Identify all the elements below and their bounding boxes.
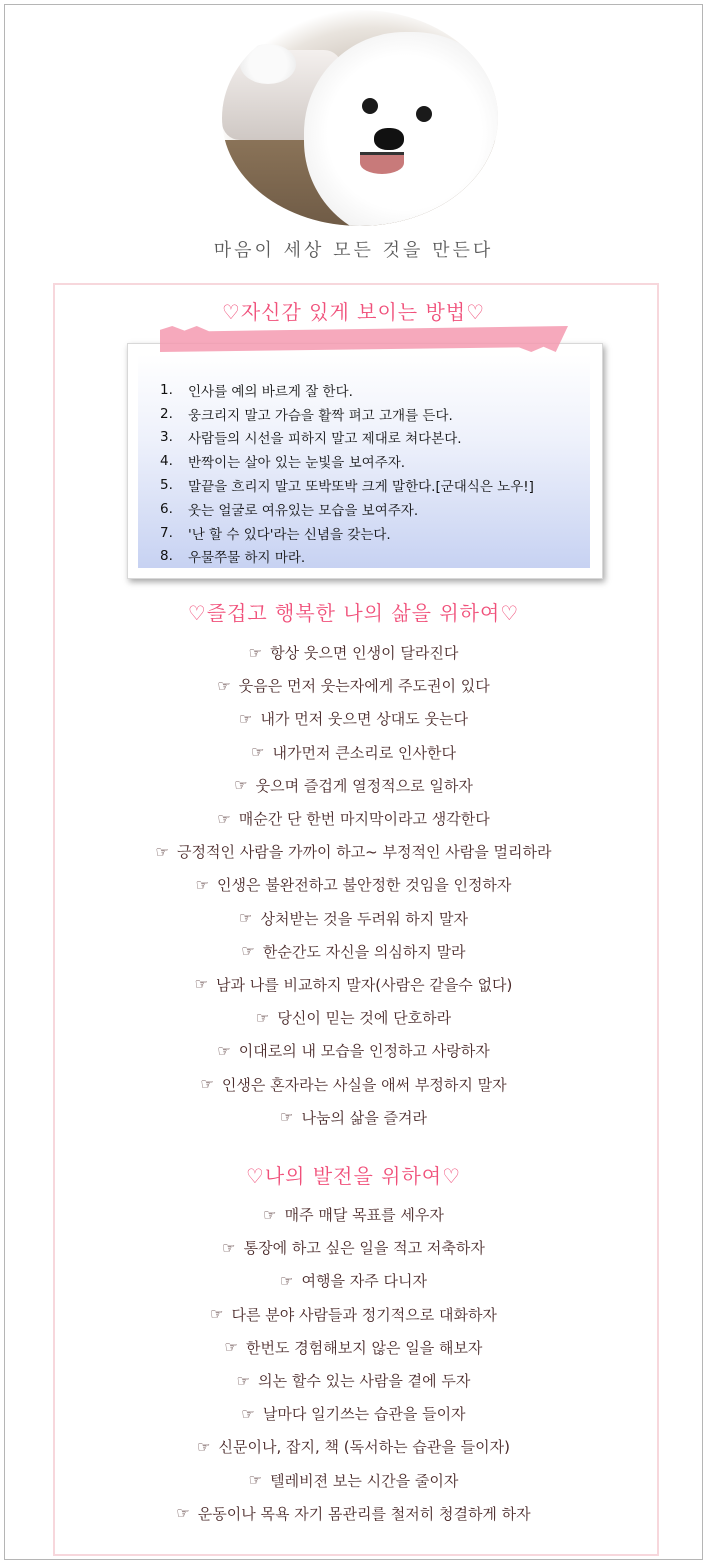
pointing-hand-icon: ☞	[176, 1504, 190, 1523]
pointing-hand-icon: ☞	[280, 1108, 294, 1127]
bichon-dog	[304, 32, 498, 226]
pointing-hand-icon: ☞	[234, 776, 248, 795]
list-item: ☞ 긍정적인 사람을 가까이 하고~ 부정적인 사람을 멀리하라	[155, 842, 552, 862]
list-item: ☞ 매순간 단 한번 마지막이라고 생각한다	[217, 809, 490, 829]
list-item: ☞ 웃음은 먼저 웃는자에게 주도권이 있다	[217, 676, 490, 696]
dog-eye-right	[416, 106, 432, 122]
list-item: ☞ 다른 분야 사람들과 정기적으로 대화하자	[210, 1305, 497, 1324]
list-item: ☞ 통장에 하고 싶은 일을 적고 저축하자	[222, 1238, 485, 1258]
list-item: 2. 웅크리지 말고 가슴을 활짝 펴고 고개를 든다.	[160, 405, 453, 424]
list-item: ☞ 운동이나 목욕 자기 몸관리를 철저히 청결하게 하자	[176, 1504, 531, 1523]
pointing-hand-icon: ☞	[222, 1238, 236, 1257]
pointing-hand-icon: ☞	[280, 1271, 294, 1290]
pointing-hand-icon: ☞	[239, 709, 253, 728]
list-item: ☞ 남과 나를 비교하지 말자(사람은 같을수 없다)	[194, 975, 513, 994]
pointing-hand-icon: ☞	[255, 1008, 270, 1027]
list-item: 7. '난 할 수 있다'라는 신념을 갖는다.	[160, 524, 391, 543]
list-item: ☞ 여행을 자주 다니자	[280, 1271, 427, 1291]
pointing-hand-icon: ☞	[248, 1471, 263, 1490]
tips-card	[127, 343, 603, 579]
list-item: ☞ 의논 할수 있는 사람을 곁에 두자	[236, 1371, 471, 1391]
section3-list	[0, 1198, 707, 1530]
list-item: ☞ 상처받는 것을 두려워 하지 말자	[239, 909, 468, 928]
list-item: ☞ 이대로의 내 모습을 인정하고 사랑하자	[217, 1041, 490, 1061]
pointing-hand-icon: ☞	[239, 909, 253, 928]
dog-mouth	[360, 152, 404, 174]
list-item: ☞ 내가 먼저 웃으면 상대도 웃는다	[239, 709, 468, 729]
list-item: ☞ 항상 웃으면 인생이 달라진다	[248, 643, 459, 663]
list-item: 1. 인사를 예의 바르게 잘 한다.	[160, 381, 353, 400]
pointing-hand-icon: ☞	[263, 1205, 277, 1224]
section3-title: ♡나의 발전을 위하여♡	[245, 1164, 462, 1188]
list-item: ☞ 웃으며 즐겁게 열정적으로 일하자	[234, 776, 473, 795]
pointing-hand-icon: ☞	[195, 875, 210, 894]
list-item: ☞ 날마다 일기쓰는 습관을 들이자	[241, 1404, 466, 1424]
dog-eye-left	[362, 98, 378, 114]
list-item: 5. 말끝을 흐리지 말고 또박또박 크게 말한다.[군대식은 노우!]	[160, 477, 534, 496]
dog-nose	[374, 128, 404, 150]
pointing-hand-icon: ☞	[217, 676, 231, 695]
pointing-hand-icon: ☞	[241, 942, 255, 961]
pointing-hand-icon: ☞	[217, 809, 231, 828]
list-item: ☞ 매주 매달 목표를 세우자	[263, 1205, 444, 1225]
pointing-hand-icon: ☞	[200, 1075, 214, 1094]
list-item: ☞ 당신이 믿는 것에 단호하라	[255, 1008, 452, 1028]
list-item: 4. 반짝이는 살아 있는 눈빛을 보여주자.	[160, 453, 406, 472]
pointing-hand-icon: ☞	[194, 975, 209, 994]
pointing-hand-icon: ☞	[217, 1041, 231, 1060]
section2-list	[0, 636, 707, 1134]
section1-title: ♡자신감 있게 보이는 방법♡	[221, 300, 486, 324]
list-item: ☞ 인생은 불완전하고 불안정한 것임을 인정하자	[195, 875, 512, 895]
list-item: ☞ 신문이나, 잡지, 책 (독서하는 습관을 들이자)	[197, 1437, 510, 1457]
pointing-hand-icon: ☞	[210, 1305, 224, 1324]
dog-photo	[222, 10, 498, 226]
list-item: ☞ 텔레비젼 보는 시간을 줄이자	[248, 1471, 459, 1490]
pointing-hand-icon: ☞	[248, 643, 263, 662]
pointing-hand-icon: ☞	[236, 1371, 251, 1390]
tips-card-inner	[138, 354, 590, 568]
list-item: ☞ 한번도 경험해보지 않은 일을 해보자	[224, 1338, 483, 1357]
pointing-hand-icon: ☞	[224, 1338, 238, 1357]
section2-title: ♡즐겁고 행복한 나의 삶을 위하여♡	[187, 601, 520, 625]
pointing-hand-icon: ☞	[251, 743, 265, 762]
list-item: ☞ 한순간도 자신을 의심하지 말라	[241, 942, 466, 961]
list-item: 8. 우물쭈물 하지 마라.	[160, 548, 306, 567]
small-dog	[240, 44, 296, 84]
pointing-hand-icon: ☞	[197, 1437, 211, 1456]
motto: 마음이 세상 모든 것을 만든다	[213, 240, 494, 261]
list-item: 3. 사람들의 시선을 피하지 말고 제대로 쳐다본다.	[160, 429, 462, 448]
list-item: ☞ 나눔의 삶을 즐겨라	[280, 1108, 427, 1127]
list-item: 6. 웃는 얼굴로 여유있는 모습을 보여주자.	[160, 500, 419, 519]
tips-list	[160, 378, 534, 568]
pointing-hand-icon: ☞	[241, 1404, 255, 1423]
list-item: ☞ 내가먼저 큰소리로 인사한다	[251, 743, 456, 762]
pointing-hand-icon: ☞	[155, 842, 169, 861]
list-item: ☞ 인생은 혼자라는 사실을 애써 부정하지 말자	[200, 1075, 507, 1094]
